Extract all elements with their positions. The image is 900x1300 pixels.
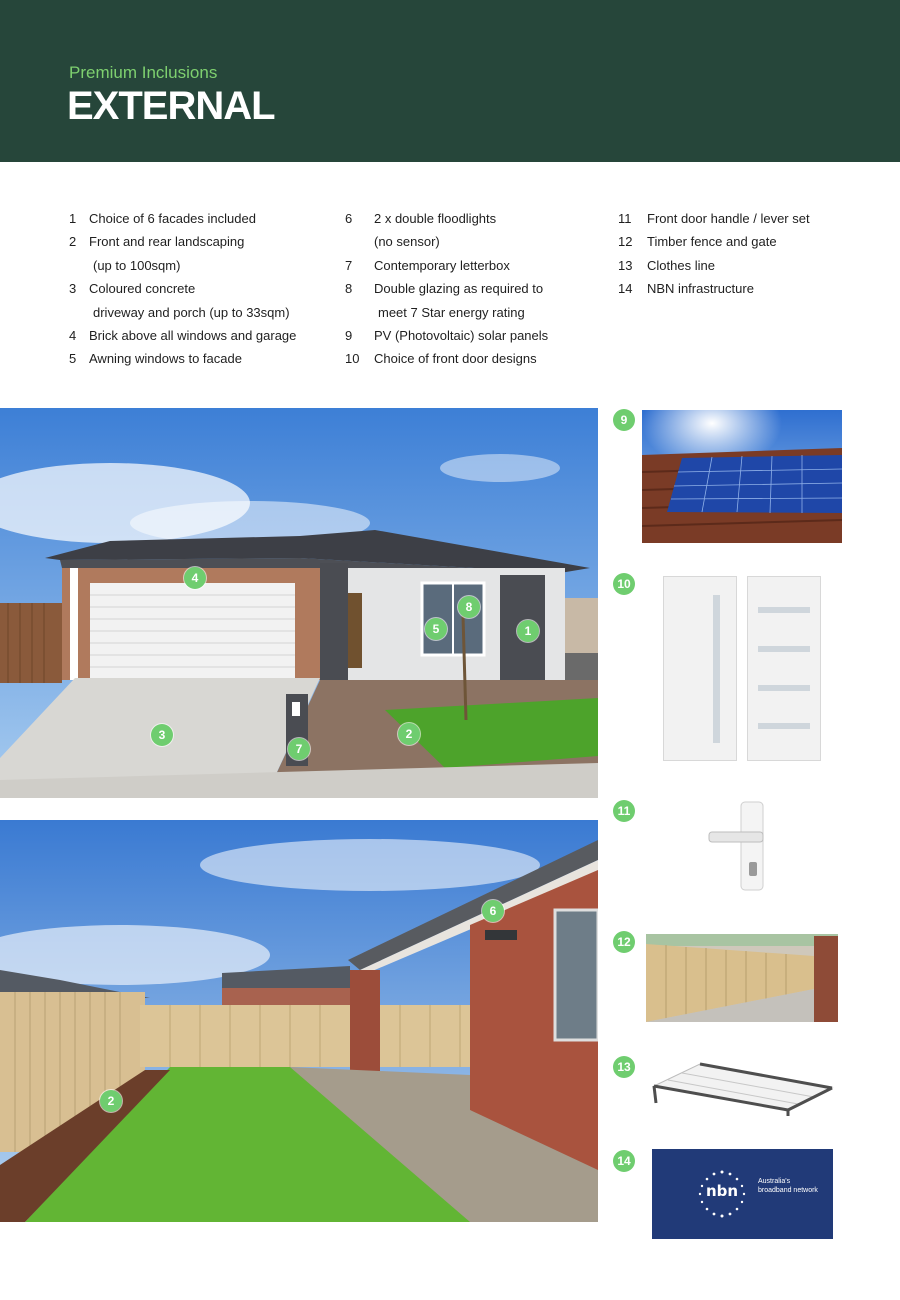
- front-badge-8: 8: [458, 596, 480, 618]
- inclusions-column-3: [618, 207, 810, 301]
- page-subtitle: Premium Inclusions: [69, 63, 218, 82]
- front-badge-7: 7: [288, 738, 310, 760]
- item-text: Front and rear landscaping: [89, 234, 245, 250]
- item-number: 6: [345, 211, 353, 226]
- front-badge-4: 4: [184, 567, 206, 589]
- item-number: 13: [618, 257, 633, 273]
- inclusion-item-3: [69, 277, 296, 300]
- item-number: 7: [345, 257, 353, 273]
- backyard-photo: [0, 820, 598, 1222]
- front-badge-3: 3: [151, 724, 173, 746]
- solar-panel-photo: [642, 410, 842, 543]
- side-badge-14: 14: [613, 1150, 635, 1172]
- item-number: 9: [345, 328, 353, 344]
- inclusion-item-7: [345, 254, 548, 277]
- item-text: Choice of front door designs: [374, 351, 537, 367]
- side-badge-10: 10: [613, 573, 635, 595]
- item-text: NBN infrastructure: [647, 281, 754, 297]
- item-number: 5: [69, 351, 77, 367]
- side-badge-9: 9: [613, 409, 635, 431]
- item-text: meet 7 Star energy rating: [378, 304, 525, 320]
- item-number: 8: [345, 281, 353, 297]
- header-banner: [0, 0, 900, 162]
- front-badge-1: 1: [517, 620, 539, 642]
- item-text: 2 x double floodlights: [374, 211, 497, 226]
- item-text: PV (Photovoltaic) solar panels: [374, 328, 549, 344]
- inclusion-item-4: [69, 324, 296, 347]
- side-badge-11: 11: [613, 800, 635, 822]
- front-badge-2: 2: [398, 723, 420, 745]
- inclusion-item-9: [345, 324, 548, 347]
- inclusion-item-12: [618, 230, 810, 253]
- inclusion-item-13: [618, 254, 810, 277]
- inclusion-item-14: [618, 277, 810, 300]
- inclusion-item-8-cont: [345, 301, 548, 324]
- side-badge-13: 13: [613, 1056, 635, 1078]
- front-door-design-1: [663, 576, 737, 761]
- inclusion-item-6-cont: [345, 230, 548, 253]
- item-text: Timber fence and gate: [647, 234, 777, 250]
- inclusion-item-8: [345, 277, 548, 300]
- inclusion-item-5: [69, 347, 296, 370]
- item-number: 11: [618, 211, 632, 226]
- inclusion-item-2: [69, 230, 296, 253]
- nbn-tagline: Australia's broadband network: [758, 1178, 818, 1194]
- item-number: 10: [345, 351, 360, 367]
- item-number: 12: [618, 234, 633, 250]
- front-door-design-2: [747, 576, 821, 761]
- inclusion-item-6: [345, 207, 548, 230]
- inclusion-item-10: [345, 347, 548, 370]
- inclusions-column-2: [345, 207, 548, 371]
- item-text: Double glazing as required to: [374, 281, 544, 297]
- timber-fence-photo: [646, 934, 838, 1022]
- item-number: 4: [69, 328, 77, 344]
- item-number: 3: [69, 281, 77, 297]
- item-text: (up to 100sqm): [93, 257, 181, 273]
- item-text: Brick above all windows and garage: [89, 328, 297, 344]
- item-number: 14: [618, 281, 633, 297]
- item-text: Coloured concrete: [89, 281, 196, 297]
- page-title: EXTERNAL: [67, 84, 275, 128]
- front-facade-photo: [0, 408, 598, 798]
- inclusions-column-1: [69, 207, 296, 371]
- back-badge-2: 2: [100, 1090, 122, 1112]
- nbn-wordmark: nbn: [705, 1182, 739, 1200]
- inclusion-item-3-cont: [69, 301, 296, 324]
- inclusion-item-1: [69, 207, 296, 230]
- inclusion-item-11: [618, 207, 810, 230]
- item-text: Clothes line: [647, 257, 715, 273]
- item-text: Choice of 6 facades included: [89, 211, 256, 226]
- item-text: (no sensor): [374, 234, 440, 250]
- item-text: Awning windows to facade: [89, 351, 242, 367]
- item-number: 1: [69, 211, 77, 226]
- front-badge-5: 5: [425, 618, 447, 640]
- inclusion-item-2-cont: [69, 254, 296, 277]
- clothes-line-photo: [648, 1058, 834, 1118]
- side-badge-12: 12: [613, 931, 635, 953]
- item-text: driveway and porch (up to 33sqm): [93, 304, 290, 320]
- back-badge-6: 6: [482, 900, 504, 922]
- item-number: 2: [69, 234, 77, 250]
- item-text: Contemporary letterbox: [374, 257, 510, 273]
- door-handle-photo: [705, 798, 777, 894]
- nbn-logo-panel: [652, 1149, 833, 1239]
- item-text: Front door handle / lever set: [647, 211, 810, 226]
